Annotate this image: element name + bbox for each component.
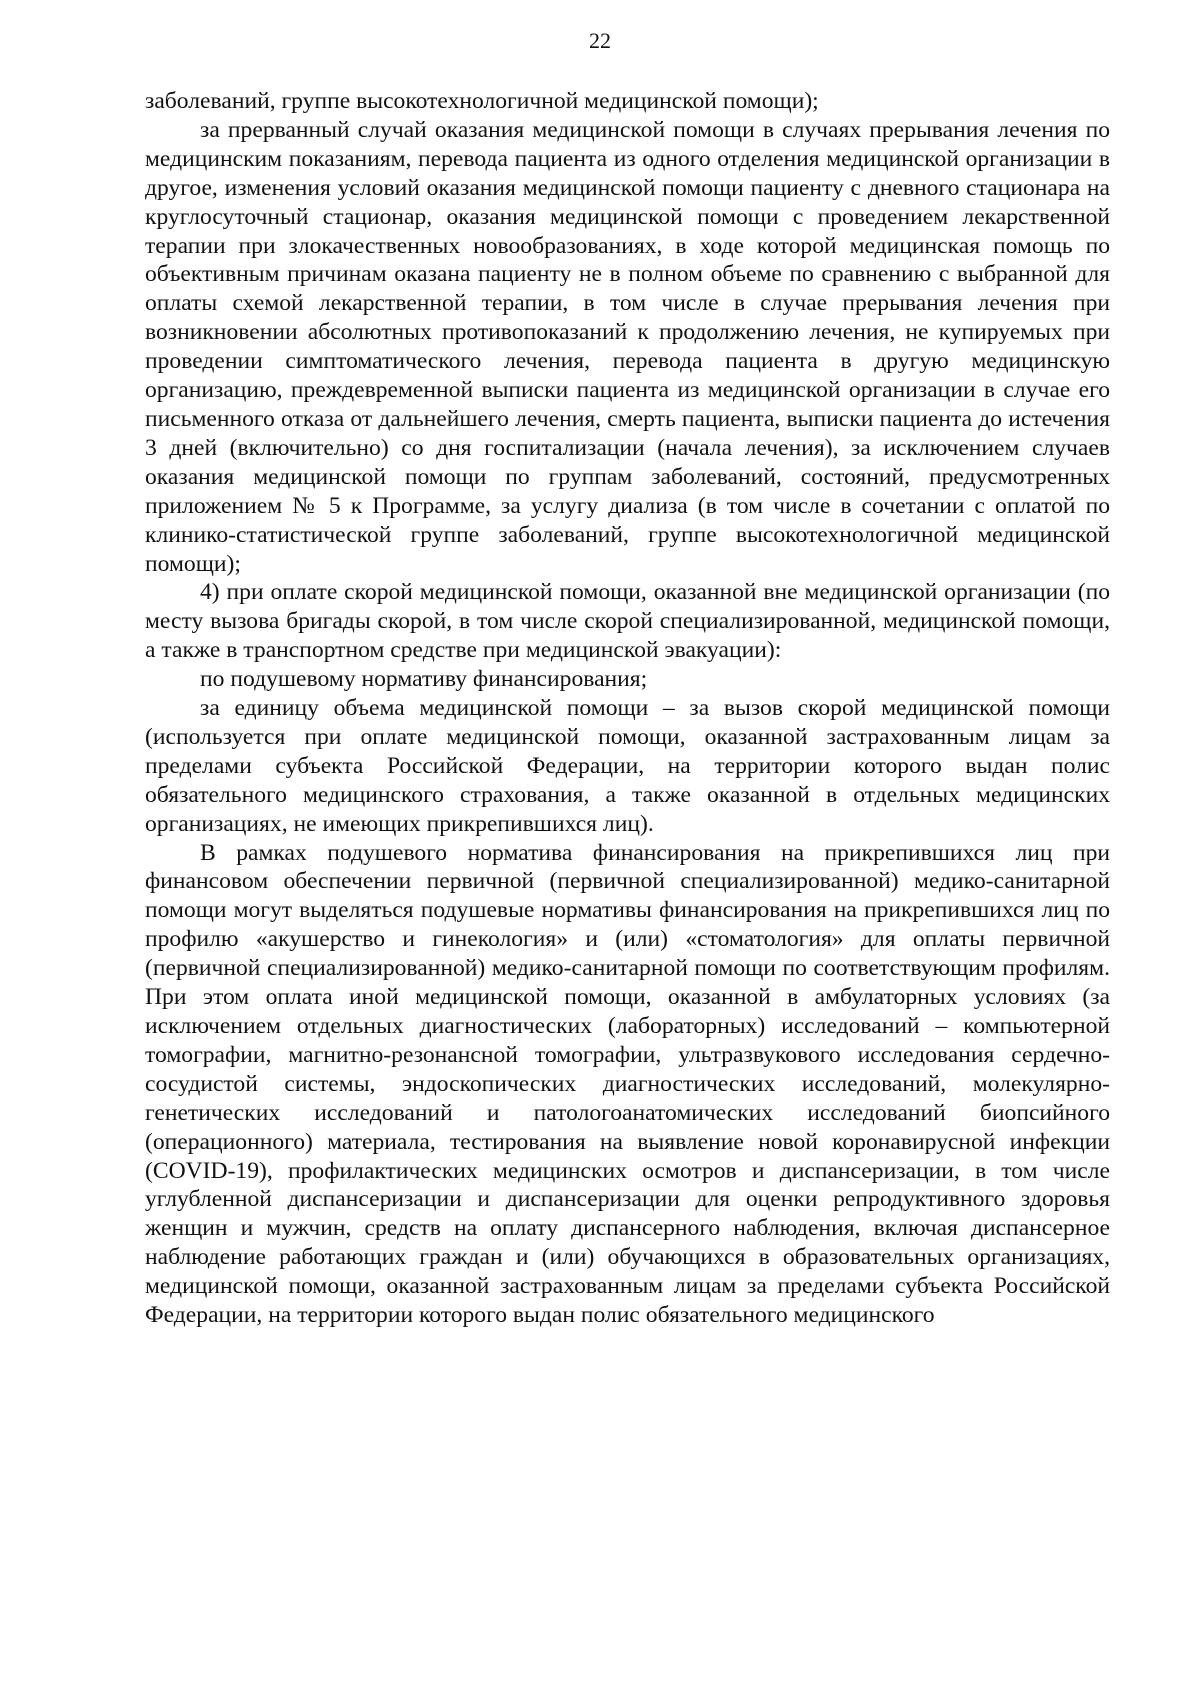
body-text (145, 87, 1110, 1330)
paragraph: за прерванный случай оказания медицинской помощи в случаях прерывания лечения по медицинским показаниям, перевода пациента из одного отделения медицинской организации в другое, изменения условий оказания медицинской помощи пациенту с дневного стационара на круглосуточный стационар, оказания медицинской помощи с проведением лекарственной терапии при злокачественных новообразованиях, в ходе которой медицинская помощь по объективным причинам оказана пациенту не в полном объеме по сравнению с выбранной для оплаты схемой лекарственной терапии, в том числе в случае прерывания лечения при возникновении абсолютных противопоказаний к продолжению лечения, не купируемых при проведении симптоматического лечения, перевода пациента в другую медицинскую организацию, преждевременной выписки пациента из медицинской организации в случае его письменного отказа от дальнейшего лечения, смерть пациента, выписки пациента до истечения 3 дней (включительно) со дня госпитализации (начала лечения), за исключением случаев оказания медицинской помощи по группам заболеваний, состояний, предусмотренных приложением № 5 к Программе, за услугу диализа (в том числе в сочетании с оплатой по клинико-статистической группе заболеваний, группе высокотехнологичной медицинской помощи); (145, 116, 1110, 577)
paragraph: 4) при оплате скорой медицинской помощи, оказанной вне медицинской организации (по месту вызова бригады скорой, в том числе скорой специализированной, медицинской помощи, а также в транспортном средстве при медицинской эвакуации): (145, 579, 1110, 664)
page-number: 22 (589, 28, 611, 53)
paragraph: В рамках подушевого норматива финансирования на прикрепившихся лиц при финансовом обеспечении первичной (первичной специализированной) медико-санитарной помощи могут выделяться подушевые нормативы финансирования на прикрепившихся лиц по профилю «акушерство и гинекология» и (или) «стоматология» для оплаты первичной (первичной специализированной) медико-санитарной помощи по соответствующим профилям. При этом оплата иной медицинской помощи, оказанной в амбулаторных условиях (за исключением отдельных диагностических (лабораторных) исследований – компьютерной томографии, магнитно-резонансной томографии, ультразвукового исследования сердечно-сосудистой системы, эндоскопических диагностических исследований, молекулярно-генетических исследований и патологоанатомических исследований биопсийного (операционного) материала, тестирования на выявление новой коронавирусной инфекции (COVID-19), профилактических медицинских осмотров и диспансеризации, в том числе углубленной диспансеризации и диспансеризации для оценки репродуктивного здоровья женщин и мужчин, средств на оплату диспансерного наблюдения, включая диспансерное наблюдение работающих граждан и (или) обучающихся в образовательных организациях, медицинской помощи, оказанной застрахованным лицам за пределами субъекта Российской Федерации, на территории которого выдан полис обязательного медицинского (145, 839, 1110, 1329)
paragraph: за единицу объема медицинской помощи – за вызов скорой медицинской помощи (используется при оплате медицинской помощи, оказанной застрахованным лицам за пределами субъекта Российской Федерации, на территории которого выдан полис обязательного медицинского страхования, а также оказанной в отдельных медицинских организациях, не имеющих прикрепившихся лиц). (145, 695, 1110, 837)
paragraph: по подушевому нормативу финансирования; (200, 666, 648, 693)
paragraph: заболеваний, группе высокотехнологичной медицинской помощи); (145, 88, 819, 114)
